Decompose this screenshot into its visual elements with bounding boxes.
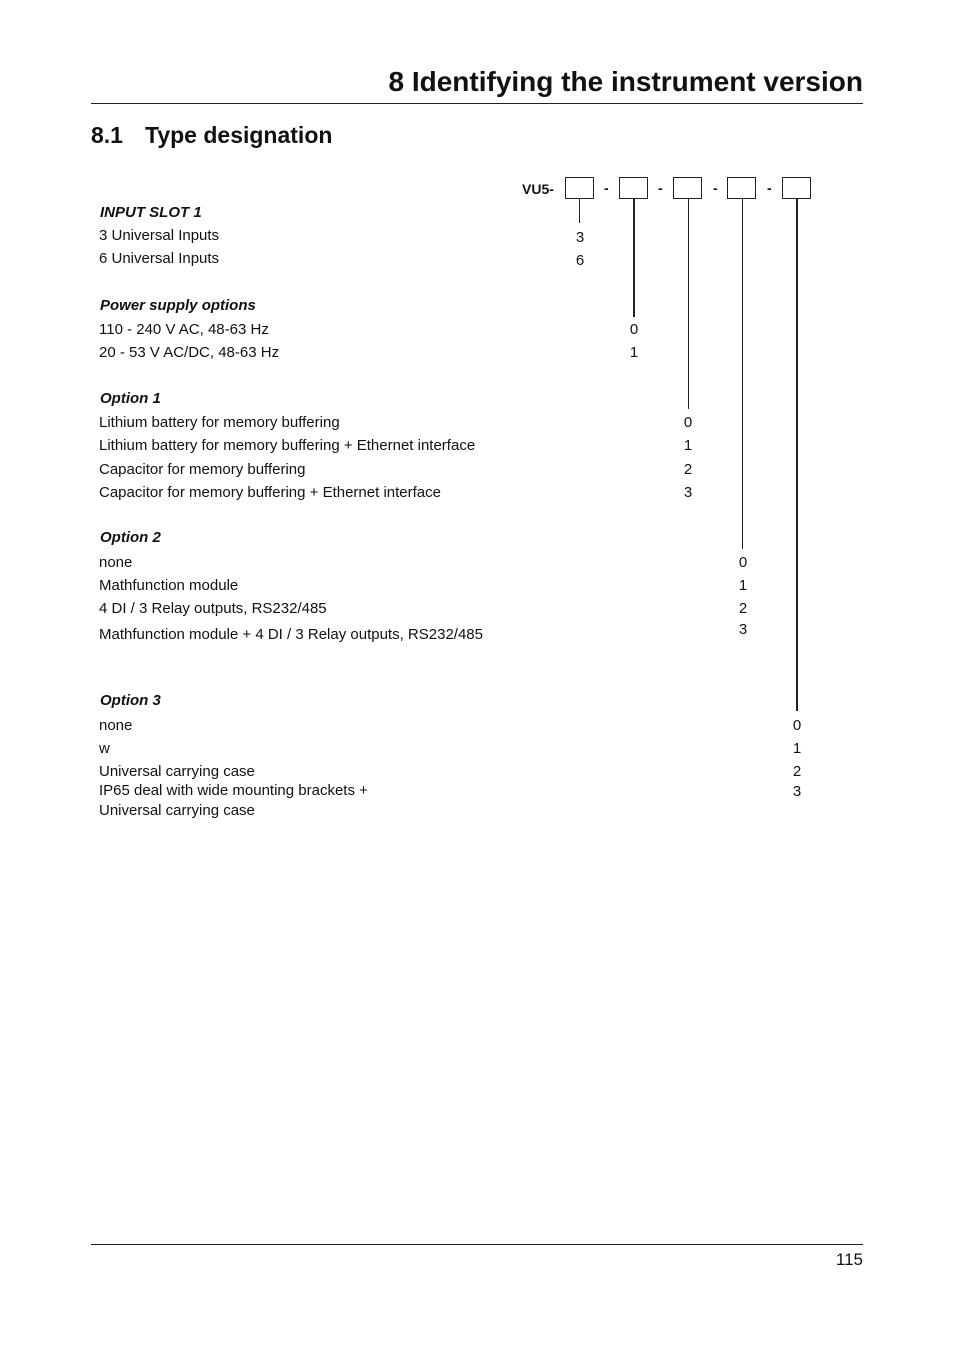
option-code: 3: [683, 484, 693, 501]
option-code: 3: [575, 229, 585, 246]
option-label: Universal carrying case: [99, 763, 255, 780]
section-title: [91, 122, 332, 149]
option-label: Lithium battery for memory buffering: [99, 414, 340, 431]
connector-line-option-1: [688, 199, 689, 409]
option-code: 0: [738, 554, 748, 571]
code-box-option-2: [727, 177, 756, 199]
option-label: 20 - 53 V AC/DC, 48-63 Hz: [99, 344, 280, 361]
code-box-input-slot: [565, 177, 594, 199]
option-code: 3: [738, 621, 748, 638]
option-code: 0: [792, 717, 802, 734]
option-code: 1: [792, 740, 802, 757]
header-rule: [91, 103, 863, 104]
code-separator: -: [658, 180, 663, 196]
connector-line-option-2: [742, 199, 743, 549]
code-box-power-supply: [619, 177, 648, 199]
code-box-option-3: [782, 177, 811, 199]
option-code: 2: [792, 763, 802, 780]
section-number: 8.1: [91, 122, 123, 148]
code-separator: -: [604, 180, 609, 196]
option-label: 4 DI / 3 Relay outputs, RS232/485: [99, 600, 327, 617]
option-label: 3 Universal Inputs: [99, 227, 220, 244]
option-code: 6: [575, 252, 585, 269]
code-separator: -: [767, 180, 772, 196]
option-label: Capacitor for memory buffering: [99, 461, 306, 478]
option-code: 1: [629, 344, 639, 361]
code-separator: -: [713, 180, 718, 196]
option-code: 2: [738, 600, 748, 617]
option-label: Mathfunction module + 4 DI / 3 Relay outputs, RS232/485: [99, 626, 483, 643]
code-box-option-1: [673, 177, 702, 199]
option-code: 3: [792, 783, 802, 800]
section-title-text: Type designation: [145, 122, 333, 148]
option-code: 1: [738, 577, 748, 594]
connector-line-option-3: [796, 199, 798, 711]
connector-line-input-slot: [579, 199, 580, 223]
chapter-title: 8 Identifying the instrument version: [388, 66, 863, 97]
option-label: IP65 deal with wide mounting brackets + Universal carrying case: [99, 782, 368, 819]
option-code: 2: [683, 461, 693, 478]
option-code: 0: [683, 414, 693, 431]
page-number: 115: [835, 1250, 863, 1269]
group-heading-input-slot: INPUT SLOT 1: [100, 204, 202, 221]
type-code-prefix: VU5-: [522, 181, 554, 197]
group-heading-power-supply: Power supply options: [100, 297, 256, 314]
group-heading-option-2: Option 2: [100, 529, 161, 546]
footer-rule: [91, 1244, 863, 1245]
option-label: Capacitor for memory buffering + Ethernet interface: [99, 484, 441, 501]
option-label: Lithium battery for memory buffering + Ethernet interface: [99, 437, 476, 454]
option-label: none: [99, 554, 133, 571]
group-heading-option-1: Option 1: [100, 390, 161, 407]
option-code: 1: [683, 437, 693, 454]
option-label: none: [99, 717, 133, 734]
option-label: 110 - 240 V AC, 48-63 Hz: [99, 321, 269, 338]
option-label: w: [99, 740, 110, 757]
option-label: Mathfunction module: [99, 577, 239, 594]
group-heading-option-3: Option 3: [100, 692, 161, 709]
connector-line-power-supply: [633, 199, 635, 317]
option-label: 6 Universal Inputs: [99, 250, 220, 267]
option-code: 0: [629, 321, 639, 338]
